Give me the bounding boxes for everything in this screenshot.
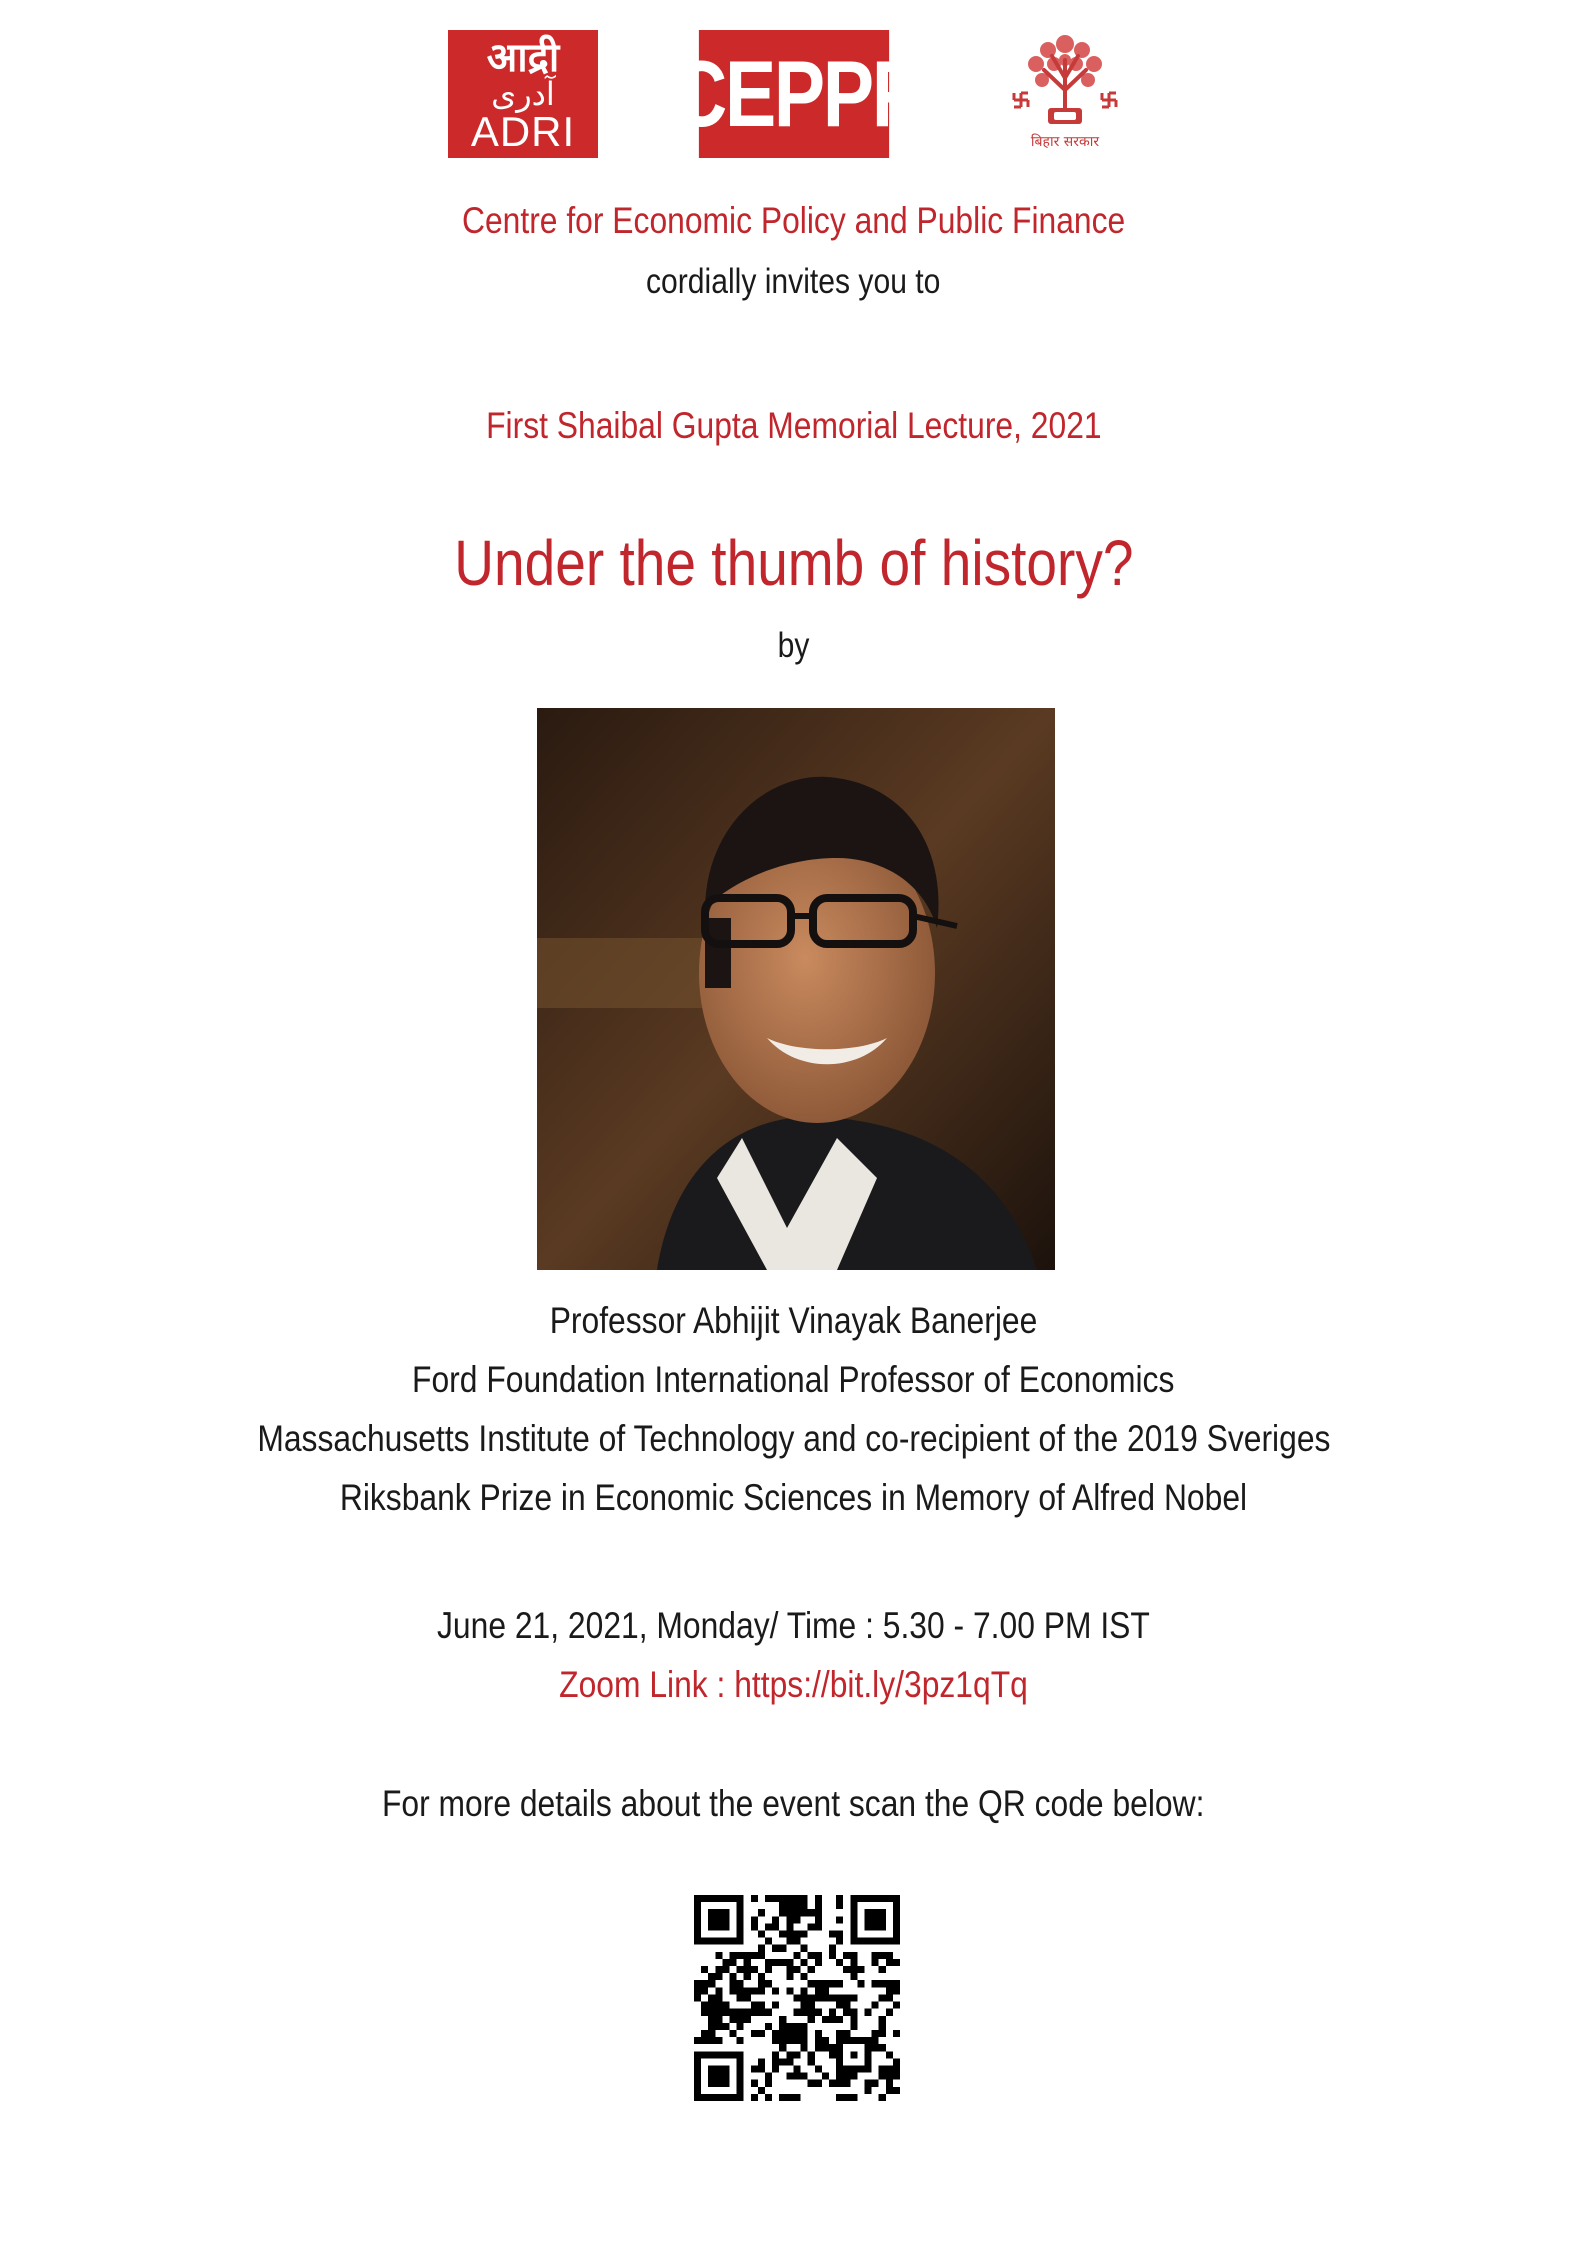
- adri-logo-latin: ADRI: [470, 108, 576, 155]
- lecture-title: Under the thumb of history?: [453, 527, 1134, 599]
- bodhi-tree-emblem-icon: [1008, 30, 1122, 138]
- adri-logo-urdu: آدری: [491, 75, 555, 113]
- adri-logo: [448, 30, 598, 158]
- logo-row: [0, 30, 1587, 160]
- by-text: by: [777, 626, 810, 665]
- bihar-government-logo: [1008, 30, 1122, 160]
- adri-logo-hindi: आद्री: [486, 35, 560, 81]
- qr-prompt: For more details about the event scan the QR code below:: [382, 1783, 1205, 1824]
- speaker-photo: [537, 708, 1055, 1270]
- speaker-affiliation-line1: Massachusetts Institute of Technology and co-recipient of the 2019 Sveriges: [256, 1418, 1331, 1459]
- event-schedule: June 21, 2021, Monday/ Time : 5.30 - 7.00 PM IST: [437, 1605, 1150, 1646]
- organizer-name: Centre for Economic Policy and Public Finance: [461, 200, 1126, 241]
- bihar-logo-caption: बिहार सरकार: [1030, 134, 1100, 150]
- event-name: First Shaibal Gupta Memorial Lecture, 2021: [485, 405, 1102, 446]
- qr-code[interactable]: [694, 1895, 900, 2101]
- ceppf-logo: CEPPF: [699, 30, 889, 158]
- speaker-title: Ford Foundation International Professor of Economics: [412, 1359, 1175, 1400]
- zoom-link[interactable]: Zoom Link : https://bit.ly/3pz1qTq: [559, 1664, 1028, 1705]
- qr-code-icon: [694, 1895, 900, 2101]
- speaker-affiliation-line2: Riksbank Prize in Economic Sciences in Memory of Alfred Nobel: [339, 1477, 1248, 1518]
- speaker-name: Professor Abhijit Vinayak Banerjee: [549, 1300, 1038, 1341]
- invite-text: cordially invites you to: [646, 262, 941, 301]
